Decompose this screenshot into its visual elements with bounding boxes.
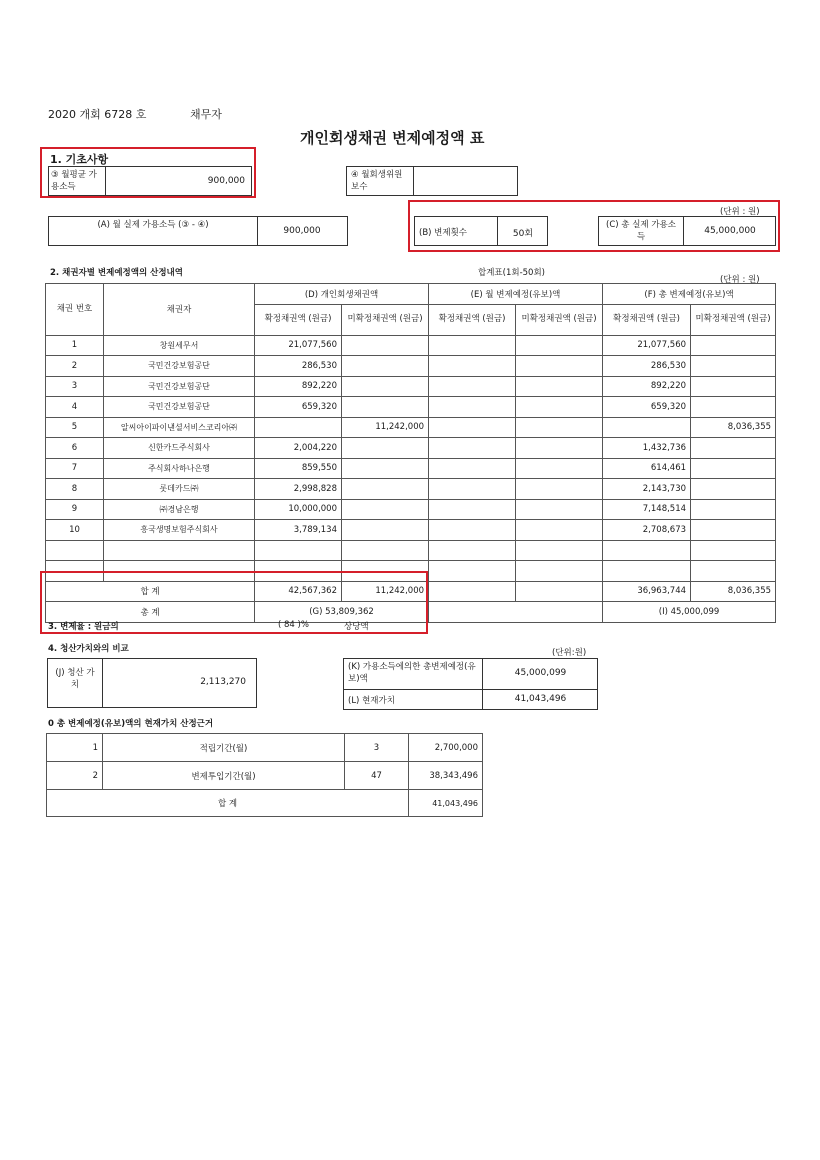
section4-heading: 4. 청산가치와의 비교 — [48, 644, 129, 654]
total-scheduled-label: (K) 가용소득에의한 총변제예정(유보)액 — [348, 662, 476, 684]
f-unconfirmed: 8,036,355 — [691, 417, 776, 438]
f-confirmed: 659,320 — [603, 397, 691, 418]
available-income-box — [48, 216, 348, 246]
table-row — [46, 438, 776, 459]
present-value-total-label: 합 계 — [47, 790, 409, 817]
d-unconfirmed — [342, 520, 429, 541]
sub-f-unconfirmed: 미확정채권액 (원금) — [691, 304, 776, 335]
table-row — [46, 417, 776, 438]
d-confirmed: 2,004,220 — [255, 438, 342, 459]
creditor-no: 9 — [46, 499, 104, 520]
f-unconfirmed — [691, 356, 776, 377]
comparison-box — [343, 658, 598, 710]
pv-row-no: 1 — [47, 734, 103, 762]
creditor-no — [46, 540, 104, 561]
d-confirmed: 2,998,828 — [255, 479, 342, 500]
sub-e-confirmed: 확정채권액 (원금) — [429, 304, 516, 335]
d-unconfirmed — [342, 356, 429, 377]
sum-d-unconfirmed: 11,242,000 — [342, 581, 429, 602]
f-confirmed: 614,461 — [603, 458, 691, 479]
creditor-name: 창원세무서 — [104, 335, 255, 356]
highlight-totals — [40, 571, 428, 634]
creditor-name: 롯데카드㈜ — [104, 479, 255, 500]
f-confirmed — [603, 561, 691, 582]
e-confirmed — [429, 417, 516, 438]
creditor-no: 6 — [46, 438, 104, 459]
f-unconfirmed — [691, 499, 776, 520]
d-unconfirmed — [342, 540, 429, 561]
col-creditor-header: 채권자 — [104, 284, 255, 336]
creditor-no: 7 — [46, 458, 104, 479]
e-unconfirmed — [516, 376, 603, 397]
table-row — [46, 397, 776, 418]
table-row — [46, 335, 776, 356]
highlight-basic-income — [40, 147, 256, 198]
e-confirmed — [429, 438, 516, 459]
sum-f-confirmed: 36,963,744 — [603, 581, 691, 602]
table-row — [46, 520, 776, 541]
e-unconfirmed — [516, 479, 603, 500]
e-unconfirmed — [516, 356, 603, 377]
sum-e-unconfirmed — [516, 581, 603, 602]
f-unconfirmed — [691, 397, 776, 418]
pv-row-no: 2 — [47, 762, 103, 790]
creditor-no: 10 — [46, 520, 104, 541]
repay-count-value: 50회 — [512, 229, 534, 239]
e-unconfirmed — [516, 438, 603, 459]
creditor-name: ㈜경남은행 — [104, 499, 255, 520]
e-unconfirmed — [516, 520, 603, 541]
e-confirmed — [429, 520, 516, 541]
sub-e-unconfirmed: 미확정채권액 (원금) — [516, 304, 603, 335]
page-title: 개인회생채권 변제예정액 표 — [300, 129, 485, 147]
f-confirmed: 286,530 — [603, 356, 691, 377]
pv-row-label: 적립기간(월) — [103, 734, 345, 762]
f-unconfirmed — [691, 520, 776, 541]
e-confirmed — [429, 458, 516, 479]
e-confirmed — [429, 561, 516, 582]
pv-row-months: 47 — [345, 762, 409, 790]
repay-count-label: (B) 변제횟수 — [419, 228, 468, 238]
divider — [413, 167, 414, 195]
d-unconfirmed — [342, 335, 429, 356]
creditor-no: 5 — [46, 417, 104, 438]
e-unconfirmed — [516, 540, 603, 561]
monthly-income-label: ③ 월평균 가용소득 — [51, 170, 97, 192]
e-unconfirmed — [516, 335, 603, 356]
e-confirmed — [429, 479, 516, 500]
pv-row-months: 3 — [345, 734, 409, 762]
f-confirmed: 1,432,736 — [603, 438, 691, 459]
divider — [344, 689, 597, 690]
present-value-rows — [47, 734, 483, 790]
f-confirmed — [603, 540, 691, 561]
sum-d-confirmed: 42,567,362 — [255, 581, 342, 602]
unit-note-3: (단위:원) — [552, 648, 587, 658]
e-confirmed — [429, 499, 516, 520]
table-row — [46, 540, 776, 561]
creditor-name: 국민건강보험공단 — [104, 356, 255, 377]
table-row — [46, 499, 776, 520]
grand-total-label: 총 계 — [46, 602, 255, 623]
e-confirmed — [429, 356, 516, 377]
col-no-header: 채권 번호 — [46, 284, 104, 336]
creditor-rows — [46, 335, 776, 581]
pv-row-label: 변제투입기간(월) — [103, 762, 345, 790]
table-row — [46, 356, 776, 377]
d-confirmed: 10,000,000 — [255, 499, 342, 520]
f-confirmed: 892,220 — [603, 376, 691, 397]
creditor-name: 주식회사하나은행 — [104, 458, 255, 479]
e-unconfirmed — [516, 397, 603, 418]
pv-row-value: 2,700,000 — [409, 734, 483, 762]
available-income-value: 900,000 — [283, 226, 321, 236]
present-value-total: 41,043,496 — [409, 790, 483, 817]
e-confirmed — [429, 335, 516, 356]
d-confirmed: 659,320 — [255, 397, 342, 418]
creditor-no: 4 — [46, 397, 104, 418]
d-confirmed: 3,789,134 — [255, 520, 342, 541]
d-unconfirmed: 11,242,000 — [342, 417, 429, 438]
e-confirmed — [429, 397, 516, 418]
creditor-no: 2 — [46, 356, 104, 377]
d-unconfirmed — [342, 458, 429, 479]
sum-label: 합 계 — [46, 581, 255, 602]
d-unconfirmed — [342, 376, 429, 397]
sum-note: 합계표(1회-50회) — [478, 268, 545, 278]
creditor-name: 흥국생명보험주식회사 — [104, 520, 255, 541]
f-confirmed: 2,143,730 — [603, 479, 691, 500]
section2-heading: 2. 채권자별 변제예정액의 산정내역 — [50, 268, 183, 278]
f-unconfirmed — [691, 376, 776, 397]
d-unconfirmed — [342, 479, 429, 500]
creditor-name: 알씨아이파이낸셜서비스코리아㈜ — [104, 417, 255, 438]
liquidation-value: 2,113,270 — [200, 677, 246, 687]
monthly-income-value: 900,000 — [207, 176, 245, 186]
d-confirmed — [255, 540, 342, 561]
section5-heading: 0 총 변제예정(유보)액의 현재가치 산정근거 — [48, 719, 214, 729]
present-value-total-row — [47, 790, 483, 817]
section1-heading: 1. 기초사항 — [50, 153, 109, 166]
liquidation-value-box — [47, 658, 257, 708]
e-confirmed — [429, 540, 516, 561]
case-number: 2020 개회 6728 호 — [48, 108, 147, 121]
creditor-name: 국민건강보험공단 — [104, 397, 255, 418]
repayment-rate-label: 3. 변제율 : 원금의 — [48, 622, 119, 632]
total-scheduled-value: 45,000,099 — [514, 668, 567, 678]
table-row — [46, 479, 776, 500]
debtor-label: 채무자 — [190, 108, 222, 121]
available-income-label: (A) 월 실제 가용소득 (③ - ④) — [97, 220, 209, 230]
creditor-no: 8 — [46, 479, 104, 500]
grand-total-g: (G) 53,809,362 — [255, 602, 429, 623]
present-value: 41,043,496 — [514, 694, 567, 704]
present-value-table — [46, 733, 483, 817]
d-confirmed: 892,220 — [255, 376, 342, 397]
table-row — [46, 458, 776, 479]
creditor-name — [104, 540, 255, 561]
repayment-rate-value: ( 84 )% — [278, 620, 309, 630]
creditor-name: 국민건강보험공단 — [104, 376, 255, 397]
divider — [102, 659, 103, 707]
d-unconfirmed — [342, 438, 429, 459]
d-unconfirmed — [342, 499, 429, 520]
liquidation-value-label: (J) 청산 가치 — [55, 668, 95, 690]
f-unconfirmed — [691, 438, 776, 459]
creditor-no: 3 — [46, 376, 104, 397]
unit-note-1: (단위 : 원) — [720, 207, 760, 217]
d-confirmed: 859,550 — [255, 458, 342, 479]
grand-total-i: (I) 45,000,099 — [603, 602, 776, 623]
e-unconfirmed — [516, 499, 603, 520]
grand-total-e — [429, 602, 603, 623]
f-confirmed: 2,708,673 — [603, 520, 691, 541]
unit-note-2: (단위 : 원) — [720, 275, 760, 285]
col-d-header: (D) 개인회생채권액 — [255, 284, 429, 305]
e-confirmed — [429, 376, 516, 397]
f-unconfirmed — [691, 458, 776, 479]
sum-e-confirmed — [429, 581, 516, 602]
creditor-no: 1 — [46, 335, 104, 356]
col-e-header: (E) 월 변제예정(유보)액 — [429, 284, 603, 305]
f-unconfirmed — [691, 335, 776, 356]
d-confirmed: 21,077,560 — [255, 335, 342, 356]
sub-f-confirmed: 확정채권액 (원금) — [603, 304, 691, 335]
table-header-row — [46, 284, 776, 305]
sub-d-unconfirmed: 미확정채권액 (원금) — [342, 304, 429, 335]
d-confirmed: 286,530 — [255, 356, 342, 377]
trustee-fee-label: ④ 월회생위원 보수 — [351, 170, 403, 192]
f-unconfirmed — [691, 540, 776, 561]
highlight-repayment — [408, 200, 780, 252]
total-available-value: 45,000,000 — [704, 226, 756, 236]
present-value-label: (L) 현재가치 — [348, 696, 395, 706]
f-confirmed: 21,077,560 — [603, 335, 691, 356]
e-unconfirmed — [516, 417, 603, 438]
e-unconfirmed — [516, 561, 603, 582]
f-confirmed — [603, 417, 691, 438]
list-item — [47, 762, 483, 790]
sum-f-unconfirmed: 8,036,355 — [691, 581, 776, 602]
col-f-header: (F) 총 변제예정(유보)액 — [603, 284, 776, 305]
f-unconfirmed — [691, 561, 776, 582]
creditor-name: 신한카드주식회사 — [104, 438, 255, 459]
sub-d-confirmed: 확정채권액 (원금) — [255, 304, 342, 335]
pv-row-value: 38,343,496 — [409, 762, 483, 790]
list-item — [47, 734, 483, 762]
repayment-rate-suffix: 상당액 — [344, 622, 369, 632]
table-row — [46, 376, 776, 397]
total-available-label: (C) 총 실제 가용소득 — [606, 220, 676, 242]
f-confirmed: 7,148,514 — [603, 499, 691, 520]
trustee-fee-box — [346, 166, 518, 196]
d-unconfirmed — [342, 397, 429, 418]
d-confirmed — [255, 417, 342, 438]
e-unconfirmed — [516, 458, 603, 479]
f-unconfirmed — [691, 479, 776, 500]
